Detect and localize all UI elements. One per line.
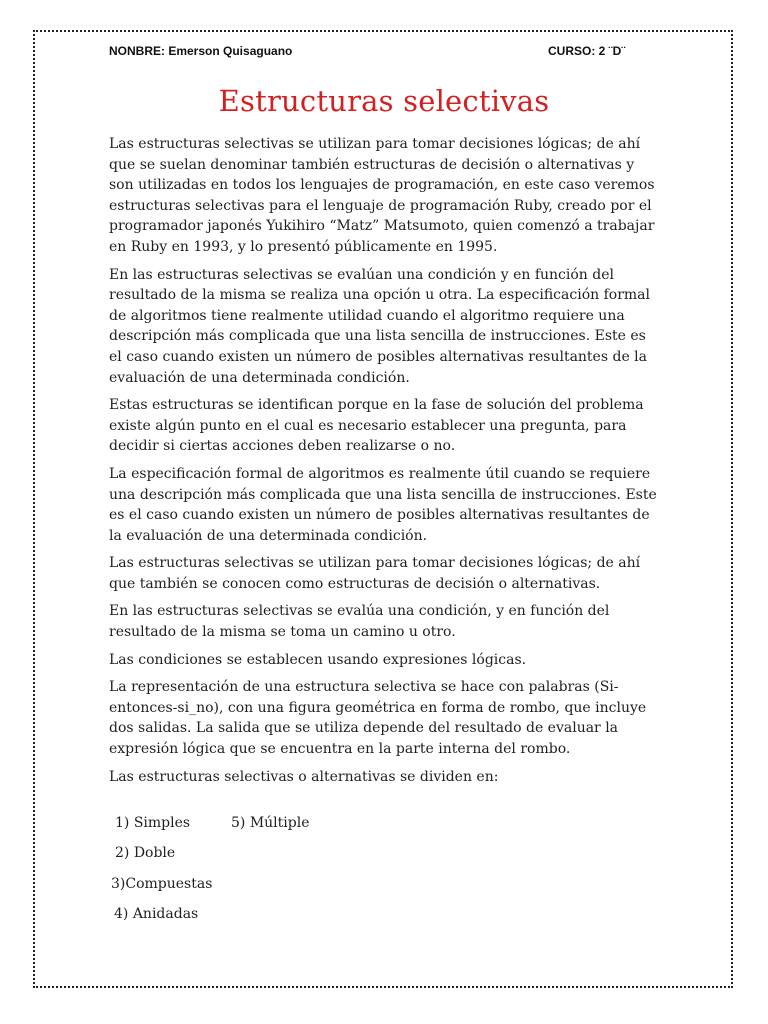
paragraph-4: La especificación formal de algoritmos es realmente útil cuando se requiere una descripción más complicada que una lista sencilla de instrucciones. Este es el caso cuando existen un número de posibles alternativas resultantes de la evaluación de una determinada condición.	[109, 465, 657, 544]
paragraph-1: Las estructuras selectivas se utilizan para tomar decisiones lógicas; de ahí que se suelan denominar también estructuras de decisión o alternativas y son utilizadas en todos los lenguajes de programación, en este caso veremos estructuras selectivas para el lenguaje de programación Ruby, creado por el programador japonés Yukihiro “Matz” Matsumoto, quien comenzó a trabajar en Ruby en 1993, y lo presentó públicamente en 1995.	[109, 136, 655, 255]
list-item-compuestas: 3)Compuestas	[111, 876, 213, 892]
list-item-multiple: 5) Múltiple	[231, 815, 310, 831]
list-item-anidadas: 4) Anidadas	[114, 906, 199, 922]
course-label: CURSO: 2 ¨D¨	[548, 44, 626, 58]
document-title: Estructuras selectivas	[218, 84, 550, 118]
student-name-label: NONBRE: Emerson Quisaguano	[109, 44, 293, 58]
list-item-doble: 2) Doble	[115, 845, 176, 861]
paragraph-9: Las estructuras selectivas o alternativas se dividen en:	[109, 768, 499, 785]
paragraph-8: La representación de una estructura selectiva se hace con palabras (Si-entonces-si_no), con una figura geométrica en forma de rombo, que incluye dos salidas. La salida que se utiliza depende del resultado de evaluar la expresión lógica que se encuentra en la parte interna del rombo.	[109, 679, 647, 758]
paragraph-5: Las estructuras selectivas se utilizan para tomar decisiones lógicas; de ahí que también se conocen como estructuras de decisión o alternativas.	[109, 555, 641, 592]
paragraph-3: Estas estructuras se identifican porque en la fase de solución del problema existe algún punto en el cual es necesario establecer una pregunta, para decidir si ciertas acciones deben realizarse o no.	[109, 397, 644, 455]
paragraph-6: En las estructuras selectivas se evalúa una condición, y en función del resultado de la misma se toma un camino u otro.	[109, 603, 610, 641]
list-item-simples: 1) Simples	[115, 815, 191, 831]
paragraph-2: En las estructuras selectivas se evalúan una condición y en función del resultado de la misma se realiza una opción u otra. La especificación formal de algoritmos tiene realmente utilidad cuando el algoritmo requiere una descripción más complicada que una lista sencilla de instrucciones. Este es el caso cuando existen un número de posibles alternativas resultantes de la evaluación de una determinada condición.	[109, 266, 650, 386]
document-body	[109, 134, 657, 794]
paragraph-7: Las condiciones se establecen usando expresiones lógicas.	[109, 651, 527, 668]
